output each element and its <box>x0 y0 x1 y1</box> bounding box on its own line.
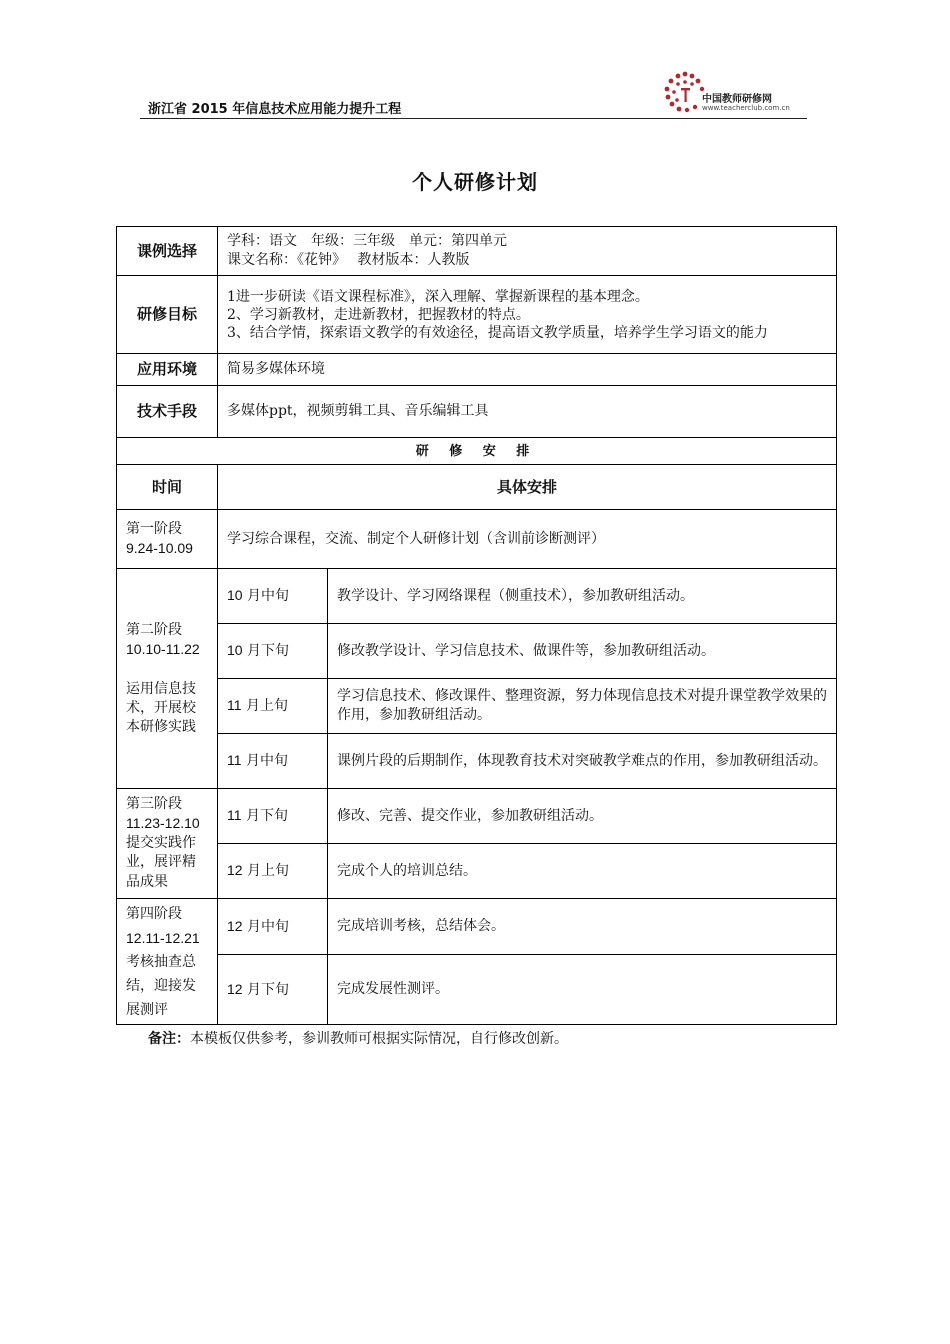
period-number: 12 <box>227 862 243 878</box>
env-row <box>117 354 837 386</box>
period-cell <box>218 624 328 679</box>
period-number: 10 <box>227 587 243 603</box>
period-number: 11 <box>227 697 242 713</box>
stage4-row-1 <box>117 899 837 955</box>
env-value: 简易多媒体环境 <box>218 354 837 386</box>
case-line1: 学科：语文 年级：三年级 单元：第四单元 <box>227 233 507 249</box>
period-plan: 完成培训考核，总结体会。 <box>328 899 837 955</box>
period-plan: 完成发展性测评。 <box>328 955 837 1025</box>
stage3-row-2 <box>117 844 837 899</box>
period-text: 月上旬 <box>247 863 290 879</box>
logo-name: 中国教师研修网 <box>702 94 772 105</box>
stage1-row <box>117 510 837 569</box>
period-cell <box>218 569 328 624</box>
period-plan: 完成个人的培训总结。 <box>328 844 837 899</box>
stage2-row-1 <box>117 569 837 624</box>
goal-line1: 1进一步研读《语文课程标准》，深入理解、掌握新课程的基本理念。 <box>227 288 649 305</box>
footnote-text: 本模板仅供参考，参训教师可根据实际情况，自行修改创新。 <box>190 1031 568 1047</box>
tech-value: 多媒体ppt，视频剪辑工具、音乐编辑工具 <box>218 386 837 438</box>
goal-line2: 2、学习新教材，走进新教材，把握教材的特点。 <box>227 306 530 323</box>
footnote <box>148 1028 568 1048</box>
period-number: 11 <box>227 752 242 768</box>
stage4-row-2 <box>117 955 837 1025</box>
stage2-row-2 <box>117 624 837 679</box>
period-plan: 教学设计、学习网络课程（侧重技术），参加教研组活动。 <box>328 569 837 624</box>
stage3-cell <box>117 789 218 899</box>
section-title: 研 修 安 排 <box>117 438 837 465</box>
period-text: 月下旬 <box>246 808 288 824</box>
stage3-dates: 11.23-12.10 <box>126 815 200 832</box>
period-text: 月下旬 <box>247 643 290 659</box>
period-text: 月中旬 <box>246 753 288 769</box>
period-cell <box>218 734 328 789</box>
header-divider <box>140 118 807 119</box>
period-cell <box>218 899 328 955</box>
period-text: 月下旬 <box>247 981 290 998</box>
period-cell <box>218 955 328 1025</box>
stage4-desc: 考核抽查总结，迎接发展测评 <box>126 953 196 1018</box>
period-number: 12 <box>227 917 243 934</box>
plan-table <box>116 226 837 1025</box>
stage1-cell <box>117 510 218 569</box>
column-header-row <box>117 465 837 510</box>
stage4-dates: 12.11-12.21 <box>126 929 200 946</box>
stage1-dates: 9.24-10.09 <box>126 540 193 556</box>
goal-label: 研修目标 <box>117 276 218 354</box>
period-cell <box>218 844 328 899</box>
section-row <box>117 438 837 465</box>
stage3-name: 第三阶段 <box>126 795 182 812</box>
col-header-detail: 具体安排 <box>218 465 837 510</box>
stage2-name: 第二阶段 <box>126 621 182 638</box>
header-title: 浙江省 2015 年信息技术应用能力提升工程 <box>148 102 402 117</box>
period-text: 月中旬 <box>247 588 290 604</box>
stage2-cell <box>117 569 218 789</box>
stage1-name: 第一阶段 <box>126 521 182 537</box>
tech-label: 技术手段 <box>117 386 218 438</box>
col-header-time: 时间 <box>117 465 218 510</box>
period-plan: 修改、完善、提交作业，参加教研组活动。 <box>328 789 837 844</box>
period-number: 11 <box>227 807 242 823</box>
footnote-label: 备注： <box>148 1031 190 1047</box>
period-cell <box>218 789 328 844</box>
period-cell <box>218 679 328 734</box>
stage3-row-1 <box>117 789 837 844</box>
tech-row <box>117 386 837 438</box>
period-text: 月中旬 <box>247 918 290 935</box>
period-plan: 课例片段的后期制作，体现教育技术对突破教学难点的作用，参加教研组活动。 <box>328 734 837 789</box>
stage4-cell <box>117 899 218 1025</box>
stage2-row-4 <box>117 734 837 789</box>
logo-url: www.teacherclub.com.cn <box>702 104 790 112</box>
period-plan: 修改教学设计、学习信息技术、做课件等，参加教研组活动。 <box>328 624 837 679</box>
goal-line3: 3、结合学情，探索语文教学的有效途径，提高语文教学质量，培养学生学习语文的能力 <box>227 324 768 341</box>
stage4-name: 第四阶段 <box>126 905 182 922</box>
stage3-desc: 提交实践作业，展评精品成果 <box>126 834 196 890</box>
period-text: 月上旬 <box>246 698 288 714</box>
case-value <box>218 227 837 276</box>
page-title: 个人研修计划 <box>412 170 538 194</box>
case-line2: 课文名称：《花钟》 教材版本：人教版 <box>227 252 470 268</box>
stage1-plan: 学习综合课程，交流、制定个人研修计划（含训前诊断测评） <box>218 510 837 569</box>
period-number: 10 <box>227 642 243 658</box>
goal-value <box>218 276 837 354</box>
case-label: 课例选择 <box>117 227 218 276</box>
stage2-dates: 10.10-11.22 <box>126 640 200 657</box>
case-row <box>117 227 837 276</box>
period-number: 12 <box>227 980 243 997</box>
stage2-desc: 运用信息技术，开展校本研修实践 <box>126 680 196 735</box>
env-label: 应用环境 <box>117 354 218 386</box>
period-plan: 学习信息技术、修改课件、整理资源，努力体现信息技术对提升课堂教学效果的作用，参加教研组活动。 <box>328 679 837 734</box>
goal-row <box>117 276 837 354</box>
stage2-row-3 <box>117 679 837 734</box>
